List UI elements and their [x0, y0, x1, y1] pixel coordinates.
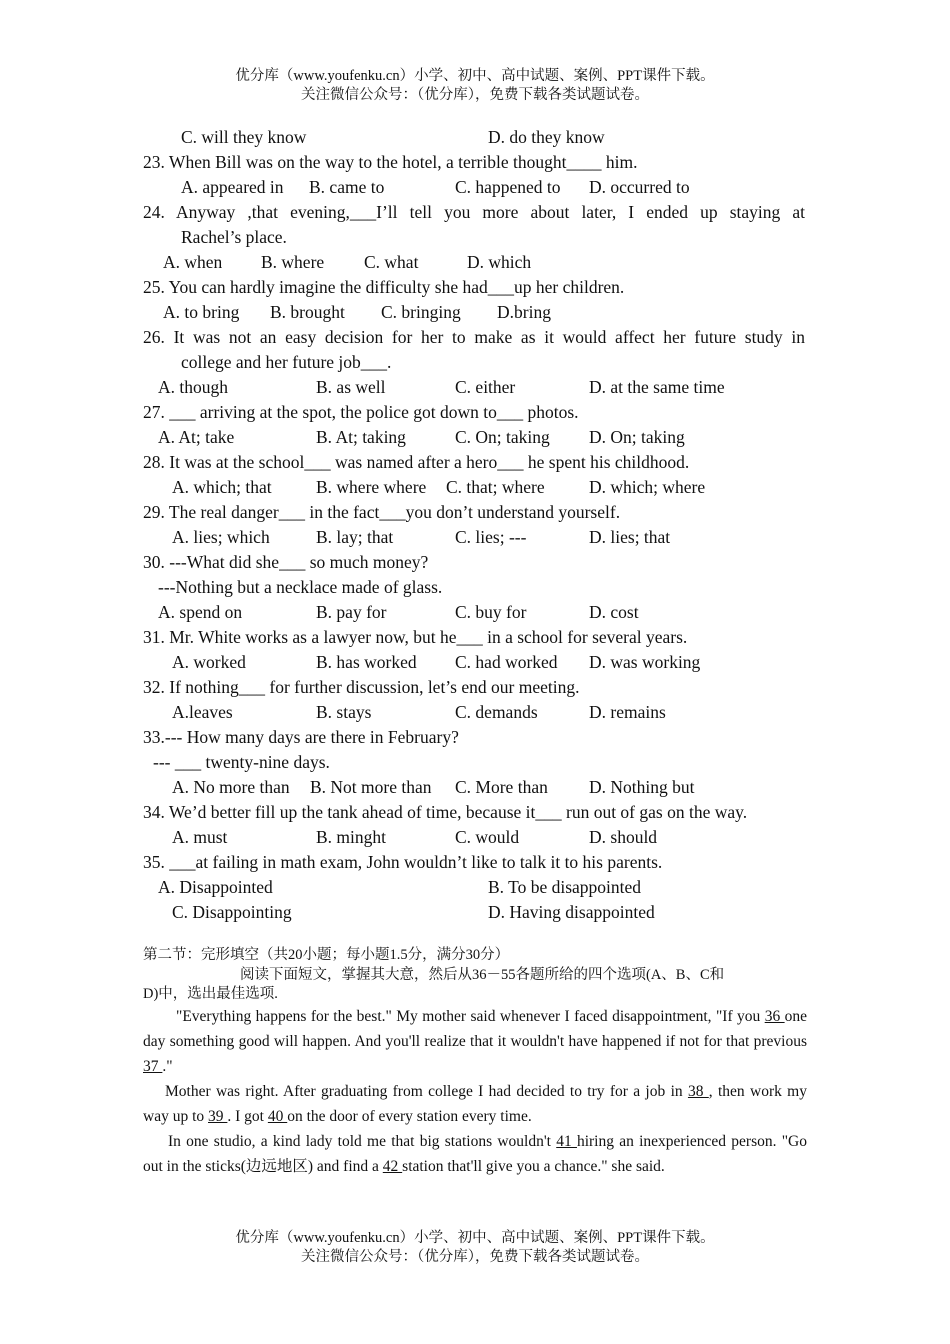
- p3-text-a: In one studio, a kind lady told me that big stations wouldn't: [168, 1133, 557, 1150]
- header-line-2: 关注微信公众号：（优分库），免费下载各类试题试卷。: [301, 87, 649, 103]
- q31-option-a: A. worked: [172, 652, 246, 672]
- q31-option-c: C. had worked: [455, 652, 558, 672]
- q34-option-b: B. minght: [316, 827, 387, 847]
- q27-option-d: D. On; taking: [589, 427, 685, 447]
- p2-text-c: . I got: [227, 1108, 268, 1125]
- p3-text-b: hiring an inexperienced person. "Go out in the sticks(边远地区) and find a: [143, 1133, 808, 1175]
- q24-stem-line1: 24. Anyway ,that evening,___I’ll tell you more about later, I ended up staying at: [143, 202, 805, 222]
- q22-option-c: C. will they know: [181, 127, 307, 147]
- q30-options: [143, 600, 805, 625]
- page-header: [0, 67, 950, 105]
- section2-title: 第二节：完形填空（共20小题；每小题1.5分，满分30分）: [143, 947, 510, 963]
- q24-option-d: D. which: [467, 252, 532, 272]
- q26-stem-line1: 26. It was not an easy decision for her to make as it would affect her future study in: [143, 327, 805, 347]
- p2-text-a: Mother was right. After graduating from college I had decided to try for a job in: [165, 1083, 688, 1100]
- q33-stem: 33.--- How many days are there in February?: [143, 727, 459, 747]
- q35-options-row1: [143, 875, 805, 900]
- header-line-1: 优分库（www.youfenku.cn）小学、初中、高中试题、案例、PPT课件下载。: [235, 68, 715, 84]
- section2-instr-line2: D)中，选出最佳选项.: [143, 986, 278, 1002]
- q35-stem: 35. ___at failing in math exam, John wouldn’t like to talk it to his parents.: [143, 852, 663, 872]
- blank-37: 37: [143, 1058, 163, 1075]
- q26-options: [143, 375, 805, 400]
- p2-text-d: on the door of every station every time.: [287, 1108, 532, 1125]
- q23-stem: 23. When Bill was on the way to the hotel, a terrible thought____ him.: [143, 152, 638, 172]
- q23-options: [143, 175, 805, 200]
- q29-option-d: D. lies; that: [589, 527, 671, 547]
- blank-41: 41: [556, 1133, 577, 1150]
- q24-stem: [143, 200, 805, 250]
- section2-instructions: [143, 966, 805, 985]
- passage-paragraph-2: [143, 1079, 807, 1129]
- q35-option-c: C. Disappointing: [172, 902, 292, 922]
- q29-option-b: B. lay; that: [316, 527, 394, 547]
- q33-option-c: C. More than: [455, 777, 548, 797]
- q31-option-b: B. has worked: [316, 652, 417, 672]
- q27-option-b: B. At; taking: [316, 427, 406, 447]
- q34-option-a: A. must: [172, 827, 228, 847]
- q28-option-a: A. which; that: [172, 477, 272, 497]
- q30-reply: ---Nothing but a necklace made of glass.: [158, 577, 443, 597]
- q27-options: [143, 425, 805, 450]
- q33-option-d: D. Nothing but: [589, 777, 695, 797]
- passage-paragraph-3: [143, 1129, 807, 1179]
- q25-option-d: D.bring: [497, 302, 551, 322]
- q32-option-a: A.leaves: [172, 702, 233, 722]
- q30-stem: 30. ---What did she___ so much money?: [143, 552, 429, 572]
- q34-stem: 34. We’d better fill up the tank ahead of time, because it___ run out of gas on the way.: [143, 802, 748, 822]
- q24-options: [143, 250, 805, 275]
- q31-option-d: D. was working: [589, 652, 701, 672]
- q23-option-b: B. came to: [309, 177, 385, 197]
- q29-stem: 29. The real danger___ in the fact___you don’t understand yourself.: [143, 502, 621, 522]
- passage-paragraph-1: [143, 1004, 807, 1079]
- q29-option-c: C. lies; ---: [455, 527, 527, 547]
- q31-stem: 31. Mr. White works as a lawyer now, but he___ in a school for several years.: [143, 627, 688, 647]
- q25-option-c: C. bringing: [381, 302, 461, 322]
- q35-option-a: A. Disappointed: [158, 877, 273, 897]
- q23-option-c: C. happened to: [455, 177, 561, 197]
- q24-option-c: C. what: [364, 252, 419, 272]
- p1-text-c: .": [162, 1058, 173, 1075]
- q34-options: [143, 825, 805, 850]
- q26-option-d: D. at the same time: [589, 377, 725, 397]
- section2-instr-line1: 阅读下面短文，掌握其大意，然后从36－55各题所给的四个选项(A、B、C和: [240, 967, 725, 983]
- q28-option-c: C. that; where: [446, 477, 545, 497]
- q33-reply: --- ___ twenty-nine days.: [153, 752, 330, 772]
- q23-option-d: D. occurred to: [589, 177, 690, 197]
- blank-36: 36: [764, 1008, 785, 1025]
- q27-stem: 27. ___ arriving at the spot, the police got down to___ photos.: [143, 402, 579, 422]
- q33-option-a: A. No more than: [172, 777, 290, 797]
- blank-42: 42: [382, 1158, 403, 1175]
- q24-option-a: A. when: [163, 252, 223, 272]
- q34-option-d: D. should: [589, 827, 658, 847]
- q28-options: [143, 475, 805, 500]
- q23-option-a: A. appeared in: [181, 177, 284, 197]
- blank-38: 38: [687, 1083, 709, 1100]
- p3-text-c: station that'll give you a chance." she said.: [402, 1158, 665, 1175]
- q24-stem-line2: Rachel’s place.: [181, 227, 287, 247]
- q32-option-d: D. remains: [589, 702, 666, 722]
- blank-39: 39: [208, 1108, 228, 1125]
- q29-options: [143, 525, 805, 550]
- q26-option-c: C. either: [455, 377, 516, 397]
- q26-stem-line2: college and her future job___.: [181, 352, 392, 372]
- q26-option-b: B. as well: [316, 377, 386, 397]
- page-footer: [0, 1229, 950, 1267]
- q32-stem: 32. If nothing___ for further discussion, let’s end our meeting.: [143, 677, 580, 697]
- q25-option-b: B. brought: [270, 302, 345, 322]
- footer-line-2: 关注微信公众号：（优分库），免费下载各类试题试卷。: [301, 1249, 649, 1265]
- q25-stem: 25. You can hardly imagine the difficulty she had___up her children.: [143, 277, 625, 297]
- q32-option-b: B. stays: [316, 702, 372, 722]
- p2-text-b: , then work my way up to: [143, 1083, 807, 1125]
- q30-option-c: C. buy for: [455, 602, 527, 622]
- q32-options: [143, 700, 805, 725]
- q34-option-c: C. would: [455, 827, 520, 847]
- q22-options: [143, 125, 805, 150]
- q27-option-c: C. On; taking: [455, 427, 550, 447]
- footer-line-1: 优分库（www.youfenku.cn）小学、初中、高中试题、案例、PPT课件下载。: [235, 1230, 715, 1246]
- q30-option-a: A. spend on: [158, 602, 243, 622]
- q30-option-b: B. pay for: [316, 602, 387, 622]
- q28-stem: 28. It was at the school___ was named after a hero___ he spent his childhood.: [143, 452, 690, 472]
- q22-option-d: D. do they know: [488, 127, 605, 147]
- q31-options: [143, 650, 805, 675]
- q32-option-c: C. demands: [455, 702, 538, 722]
- q30-option-d: D. cost: [589, 602, 639, 622]
- q35-option-b: B. To be disappointed: [488, 877, 642, 897]
- q25-options: [143, 300, 805, 325]
- q35-options-row2: [143, 900, 805, 925]
- q33-option-b: B. Not more than: [310, 777, 432, 797]
- q28-option-b: B. where where: [316, 477, 427, 497]
- q25-option-a: A. to bring: [163, 302, 240, 322]
- q28-option-d: D. which; where: [589, 477, 706, 497]
- q29-option-a: A. lies; which: [172, 527, 270, 547]
- p1-text-a: "Everything happens for the best." My mother said whenever I faced disappointment, "If you: [176, 1008, 765, 1025]
- blank-40: 40: [267, 1108, 288, 1125]
- p1-text-b: one day something good will happen. And you'll realize that it wouldn't have happened if not for that previous: [143, 1008, 807, 1050]
- q26-stem: [143, 325, 805, 375]
- q27-option-a: A. At; take: [158, 427, 235, 447]
- q35-option-d: D. Having disappointed: [488, 902, 655, 922]
- q24-option-b: B. where: [261, 252, 325, 272]
- q26-option-a: A. though: [158, 377, 228, 397]
- q33-options: [143, 775, 805, 800]
